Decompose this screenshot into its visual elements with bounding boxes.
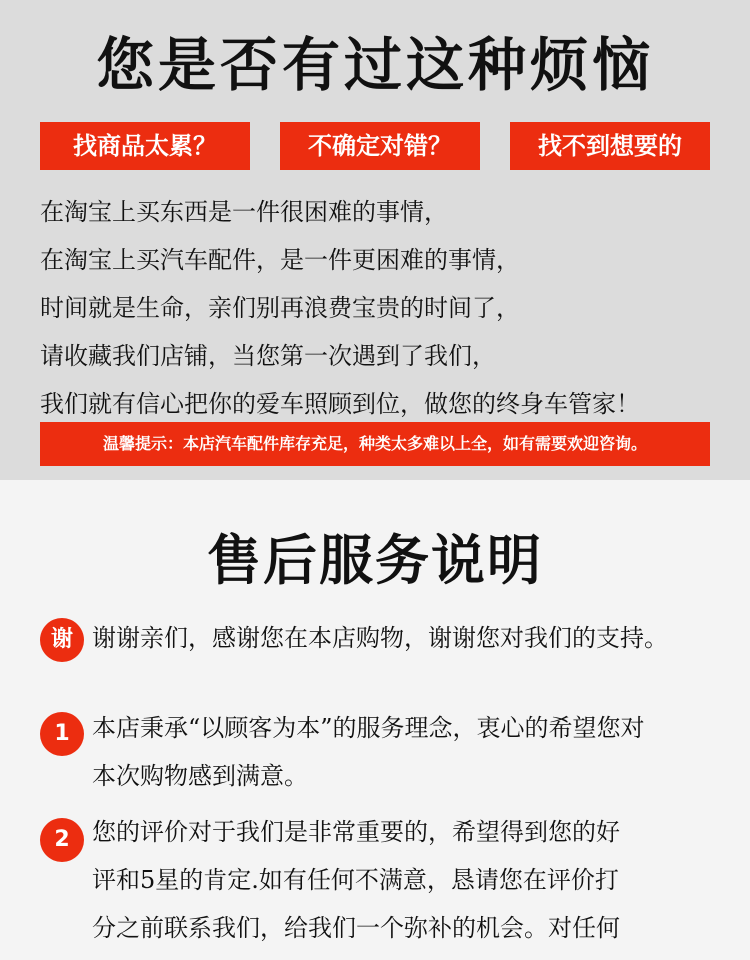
paragraph-line: 本次购物感到满意。 bbox=[92, 762, 308, 790]
thanks-badge: 谢 bbox=[40, 618, 84, 662]
tag-cannot-find: 找不到想要的 bbox=[510, 122, 710, 170]
problems-line: 请收藏我们店铺，当您第一次遇到了我们， bbox=[40, 342, 496, 370]
paragraph-line: 谢谢亲们，感谢您在本店购物，谢谢您对我们的支持。 bbox=[92, 624, 668, 652]
paragraph-line: 本店秉承“以顾客为本”的服务理念，衷心的希望您对 bbox=[92, 714, 645, 742]
problems-text bbox=[40, 188, 730, 428]
problems-line: 在淘宝上买汽车配件，是一件更困难的事情， bbox=[40, 246, 520, 274]
paragraph-line: 您的评价对于我们是非常重要的，希望得到您的好 bbox=[92, 818, 620, 846]
paragraph-line: 分之前联系我们，给我们一个弥补的机会。对任何 bbox=[92, 914, 620, 942]
item-1-paragraph bbox=[92, 704, 722, 800]
thanks-paragraph bbox=[92, 614, 722, 662]
item-1-badge: 1 bbox=[40, 712, 84, 756]
problems-line: 我们就有信心把你的爱车照顾到位，做您的终身车管家！ bbox=[40, 390, 640, 418]
item-2-badge: 2 bbox=[40, 818, 84, 862]
stock-notice-banner: 温馨提示：本店汽车配件库存充足，种类太多难以上全，如有需要欢迎咨询。 bbox=[40, 422, 710, 466]
problems-line: 时间就是生命，亲们别再浪费宝贵的时间了， bbox=[40, 294, 520, 322]
item-2-paragraph bbox=[92, 808, 722, 952]
problems-line: 在淘宝上买东西是一件很困难的事情， bbox=[40, 198, 448, 226]
tag-unsure-correct: 不确定对错？ bbox=[280, 122, 480, 170]
after-sales-title: 售后服务说明 bbox=[207, 529, 543, 592]
paragraph-line: 评和5星的肯定.如有任何不满意，恳请您在评价打 bbox=[92, 866, 619, 894]
tag-tired-searching: 找商品太累？ bbox=[40, 122, 250, 170]
problems-title: 您是否有过这种烦恼 bbox=[95, 31, 654, 99]
